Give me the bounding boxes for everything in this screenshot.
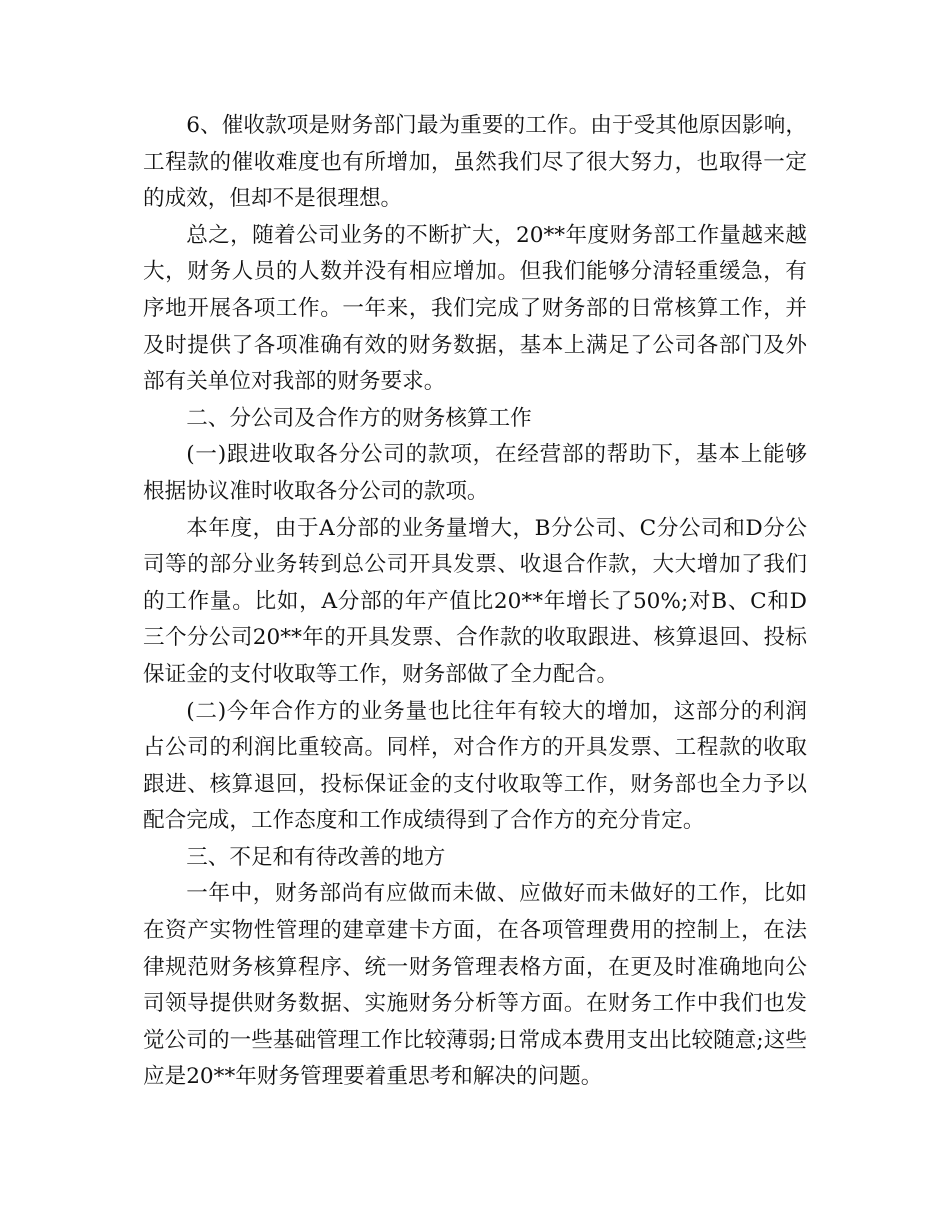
paragraph-collection-difficulty: 6、催收款项是财务部门最为重要的工作。由于受其他原因影响，工程款的催收难度也有所增加，虽然我们尽了很大努力，也取得一定的成效，但却不是很理想。 bbox=[143, 113, 807, 212]
paragraph-shortcomings: 一年中，财务部尚有应做而未做、应做好而未做好的工作，比如在资产实物性管理的建章建卡方面，在各项管理费用的控制上，在法律规范财务核算程序、统一财务管理表格方面，在更及时准确地向公司领导提供财务数据、实施财务分析等方面。在财务工作中我们也发觉公司的一些基础管理工作比较薄弱;日常成本费用支出比较随意;这些应是20**年财务管理要着重思考和解决的问题。 bbox=[143, 881, 807, 1090]
section-heading-branch-accounting: 二、分公司及合作方的财务核算工作 bbox=[186, 405, 532, 431]
document-body bbox=[143, 108, 807, 1096]
paragraph-partner-business: (二)今年合作方的业务量也比往年有较大的增加，这部分的利润占公司的利润比重较高。同样，对合作方的开具发票、工程款的收取跟进、核算退回，投标保证金的支付收取等工作，财务部也全力予以配合完成，工作态度和工作成绩得到了合作方的充分肯定。 bbox=[143, 698, 807, 834]
paragraph-workload-increase: 本年度，由于A分部的业务量增大，B分公司、C分公司和D分公司等的部分业务转到总公司开具发票、收退合作款，大大增加了我们的工作量。比如，A分部的年产值比20**年增长了50%;对B、C和D三个分公司20**年的开具发票、合作款的收取跟进、核算退回、投标保证金的支付收取等工作，财务部做了全力配合。 bbox=[143, 515, 807, 687]
section-heading-shortcomings: 三、不足和有待改善的地方 bbox=[186, 844, 446, 870]
paragraph-summary: 总之，随着公司业务的不断扩大，20**年度财务部工作量越来越大，财务人员的人数并没有相应增加。但我们能够分清轻重缓急，有序地开展各项工作。一年来，我们完成了财务部的日常核算工作，并及时提供了各项准确有效的财务数据，基本上满足了公司各部门及外部有关单位对我部的财务要求。 bbox=[143, 222, 807, 395]
paragraph-branch-collections: (一)跟进收取各分公司的款项，在经营部的帮助下，基本上能够根据协议准时收取各分公司的款项。 bbox=[143, 442, 807, 504]
